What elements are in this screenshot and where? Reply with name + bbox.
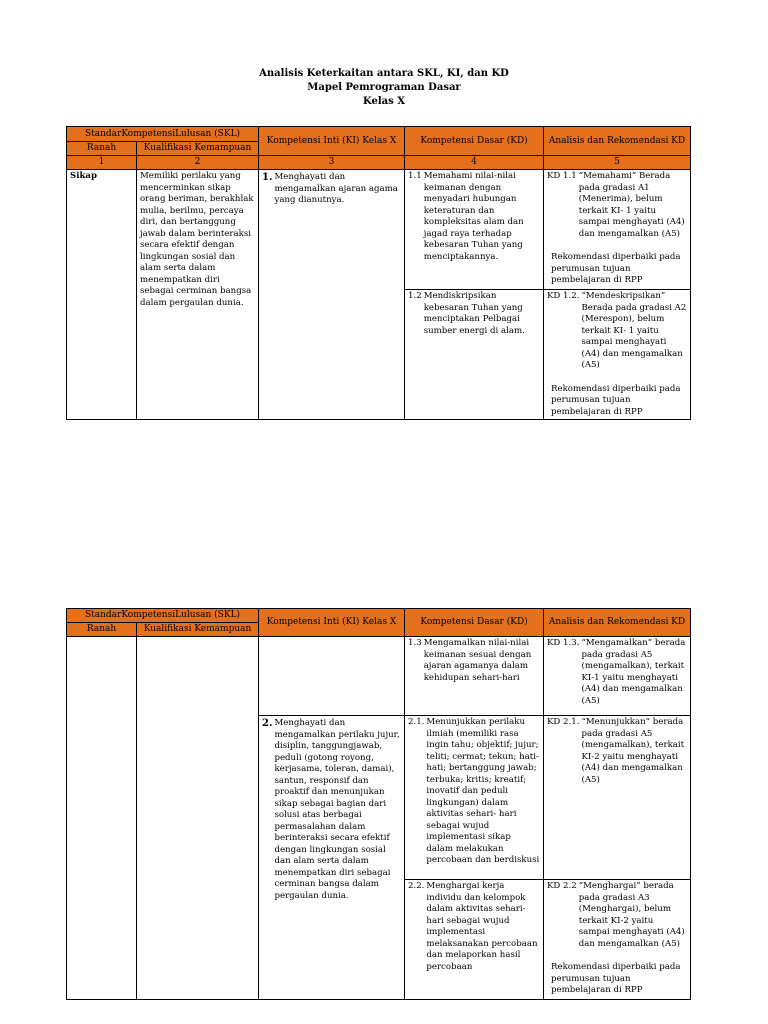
- kd-text: Menunjukkan perilaku ilmiah (memiliki rasa ingin tahu; objektif; jujur; teliti; cermat; tekun; hati-hati; bertanggung jawab; terbuka; kritis; kreatif; inovatif dan peduli lingkungan) dalam aktivitas sehari- hari sebagai wujud implementasi sikap dalam melakukan percobaan dan berdiskusi: [426, 717, 540, 865]
- document-title: [0, 67, 768, 109]
- header-kualifikasi: Kualifikasi Kemampuan: [137, 623, 259, 637]
- kd-number: 2.1.: [408, 717, 425, 727]
- analisis-text: “Menunjukkan” berada pada gradasi A5 (mengamalkan), terkait KI-2 yaitu menghayati (A4) dan mengamalkan (A5): [581, 717, 685, 785]
- rekomendasi-text: Rekomendasi diperbaiki pada perumusan tujuan pembelajaran di RPP: [551, 252, 681, 285]
- analisis-text: “Memahami” Berada pada gradasi A1 (Menerima), belum terkait KI- 1 yaitu sampai menghayati (A4) dan mengamalkan (A5): [578, 171, 685, 239]
- title-line-3: Kelas X: [363, 96, 405, 107]
- kd-text: Memahami nilai-nilai keimanan dengan menyadari hubungan keteraturan dan kompleksitas alam dan jagad raya terhadap kebesaran Tuhan yang menciptakannya.: [423, 171, 524, 262]
- header-ki: Kompetensi Inti (KI) Kelas X: [259, 609, 405, 637]
- header-ranah: Ranah: [67, 623, 137, 637]
- kd-text: Menghargai kerja individu dan kelompok dalam aktivitas sehari-hari sebagai wujud implementasi melaksanakan percobaan dan melaporkan hasil percobaan: [426, 881, 538, 972]
- analisis-cell: [544, 880, 691, 1000]
- header-kd: Kompetensi Dasar (KD): [405, 127, 544, 156]
- rekomendasi-text: Rekomendasi diperbaiki pada perumusan tujuan pembelajaran di RPP: [551, 383, 681, 417]
- ki-number: 2.: [262, 718, 273, 729]
- analisis-kd-number: KD 2.1.: [547, 717, 580, 727]
- header-analisis: Analisis dan Rekomendasi KD: [544, 127, 691, 156]
- ki-cell: [259, 170, 405, 420]
- analisis-text: “Mendeskripsikan” Berada pada gradasi A2 (Merespon), belum terkait KI- 1 yaitu sampai menghayati (A4) dan mengamalkan (A5): [581, 291, 687, 370]
- analysis-table-2: [66, 608, 691, 1000]
- header-skl: StandarKompetensiLulusan (SKL): [67, 609, 259, 623]
- title-line-1: Analisis Keterkaitan antara SKL, KI, dan KD: [259, 68, 509, 79]
- kd-cell: [405, 637, 544, 716]
- analysis-table-1: [66, 126, 691, 420]
- header-num-3: 3: [259, 156, 405, 170]
- header-skl: StandarKompetensiLulusan (SKL): [67, 127, 259, 142]
- analisis-cell: [544, 290, 691, 420]
- analisis-text: “Mengamalkan” berada pada gradasi A5 (mengamalkan), terkait KI-1 yaitu menghayati (A4) dan mengamalkan (A5): [581, 638, 686, 706]
- analisis-kd-number: KD 1.1: [547, 171, 577, 181]
- ki-cell: [259, 716, 405, 1000]
- header-analisis: Analisis dan Rekomendasi KD: [544, 609, 691, 637]
- analisis-cell: [544, 637, 691, 716]
- header-num-5: 5: [544, 156, 691, 170]
- title-line-2: Mapel Pemrograman Dasar: [307, 82, 461, 93]
- kd-number: 1.2: [408, 291, 422, 301]
- kd-number: 1.3: [408, 638, 422, 648]
- ki-cell: [259, 637, 405, 716]
- kd-cell: [405, 880, 544, 1000]
- kd-text: Mengamalkan nilai-nilai keimanan sesuai dengan ajaran agamanya dalam kehidupan sehari-hari: [423, 638, 532, 683]
- header-num-2: 2: [137, 156, 259, 170]
- header-kualifikasi: Kualifikasi Kemampuan: [137, 142, 259, 156]
- analisis-kd-number: KD 1.2.: [547, 291, 580, 301]
- analisis-kd-number: KD 2.2: [547, 881, 577, 891]
- ranah-cell: Sikap: [67, 170, 137, 420]
- ki-number: 1.: [262, 172, 273, 183]
- header-ki: Kompetensi Inti (KI) Kelas X: [259, 127, 405, 156]
- analisis-cell: [544, 170, 691, 290]
- analisis-cell: [544, 716, 691, 880]
- kd-cell: [405, 290, 544, 420]
- header-num-4: 4: [405, 156, 544, 170]
- header-ranah: Ranah: [67, 142, 137, 156]
- ranah-cell: [67, 637, 137, 1000]
- rekomendasi-text: Rekomendasi diperbaiki pada perumusan tujuan pembelajaran di RPP: [551, 962, 681, 995]
- kd-text: Mendiskripsikan kebesaran Tuhan yang menciptakan Pelbagai sumber energi di alam.: [423, 291, 525, 336]
- kd-number: 1.1: [408, 171, 422, 181]
- header-kd: Kompetensi Dasar (KD): [405, 609, 544, 637]
- header-num-1: 1: [67, 156, 137, 170]
- kd-number: 2.2.: [408, 881, 425, 891]
- kd-cell: [405, 170, 544, 290]
- ki-text: Menghayati dan mengamalkan ajaran agama yang dianutnya.: [274, 172, 398, 205]
- analisis-kd-number: KD 1.3.: [547, 638, 580, 648]
- analisis-text: “Menghargai” berada pada gradasi A3 (Menghargai), belum terkait KI-2 yaitu sampai menghayati (A4) dan mengamalkan (A5): [578, 881, 685, 949]
- kd-cell: [405, 716, 544, 880]
- kualifikasi-cell: [137, 637, 259, 1000]
- kualifikasi-cell: Memiliki perilaku yang mencerminkan sikap orang beriman, berakhlak mulia, berilmu, percaya diri, dan bertanggung jawab dalam berinteraksi secara efektif dengan lingkungan sosial dan alam serta dalam menempatkan diri sebagai cerminan bangsa dalam pergaulan dunia.: [137, 170, 259, 420]
- ki-text: Menghayati dan mengamalkan perilaku jujur, disiplin, tanggungjawab, peduli (gotong royong, kerjasama, toleran, damai), santun, responsif dan proaktif dan menunjukan sikap sebagai bagian dari solusi atas berbagai permasalahan dalam berinteraksi secara efektif dengan lingkungan sosial dan alam serta dalam menempatkan diri sebagai cerminan bangsa dalam pergaulan dunia.: [274, 718, 400, 901]
